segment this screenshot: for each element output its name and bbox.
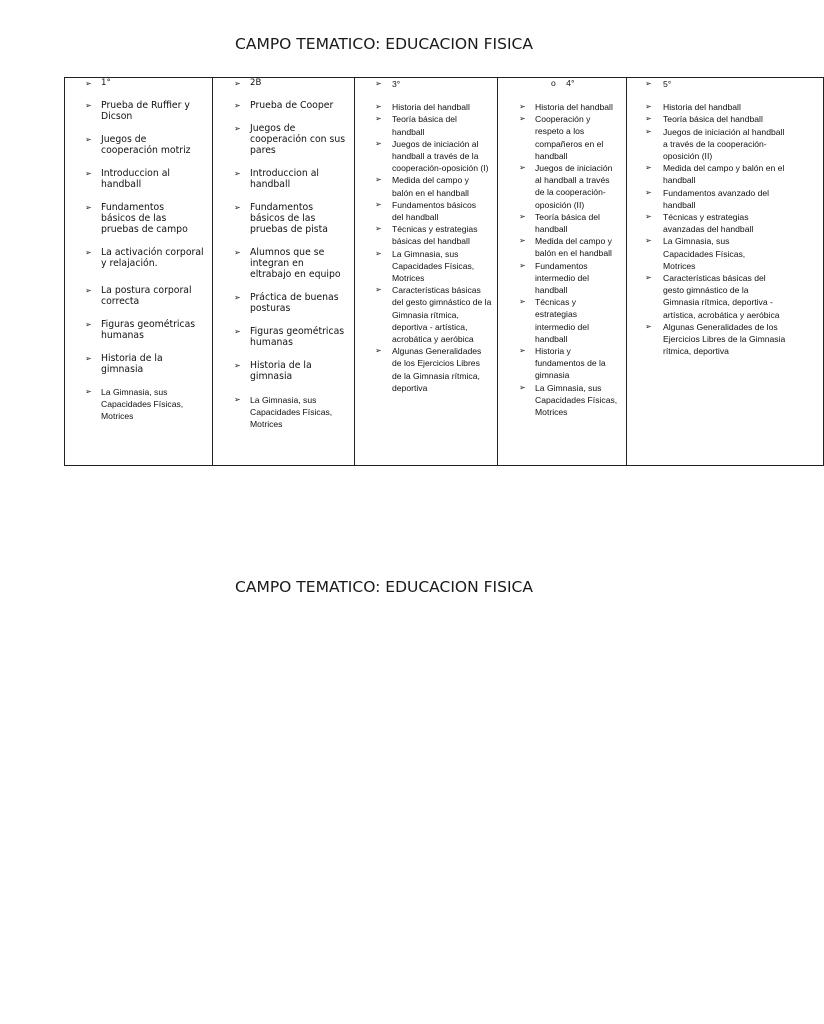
list-item: ➢ Introduccion al handball [85, 168, 171, 190]
bullet-arrow-icon: ➢ [234, 248, 241, 257]
list-item: ➢ Medida del campo y balón en el handball [375, 175, 469, 198]
bullet-arrow-icon: ➢ [519, 211, 526, 221]
list-item: ➢ Juegos de cooperación con sus pares [234, 123, 346, 156]
bullet-arrow-icon: ➢ [234, 79, 241, 88]
list-item: ➢ Medida del campo y balón en el handball [645, 163, 785, 186]
bullet-arrow-icon: ➢ [519, 297, 526, 307]
list-item: ➢ Juegos de iniciación al handball a través de la cooperación-oposición (I) [375, 138, 489, 174]
list-item: ➢ Algunas Generalidades de los Ejercicios Libres de la Gimnasia rítmica, deportiva [645, 321, 786, 357]
bullet-arrow-icon: ➢ [519, 260, 526, 270]
list-item: ➢ Fundamentos básicos del handball [375, 199, 477, 223]
list-item: ➢ Historia de la gimnasia [234, 360, 312, 382]
bullet-arrow-icon: ➢ [234, 169, 241, 178]
list-item: ➢ Algunas Generalidades de los Ejercicios Libres de la Gimnasia rítmica, deportiva [375, 346, 482, 393]
bullet-arrow-icon: ➢ [375, 248, 382, 258]
list-item: ➢ La Gimnasia, sus Capacidades Físicas, Motrices [85, 387, 184, 421]
list-item: ➢ Figuras geométricas humanas [234, 326, 345, 348]
bullet-arrow-icon: ➢ [375, 138, 382, 148]
bullet-arrow-icon: ➢ [234, 293, 241, 302]
list-item: ➢ Introduccion al handball [234, 168, 320, 190]
bullet-arrow-icon: ➢ [645, 212, 652, 222]
bullet-arrow-icon: ➢ [375, 114, 382, 124]
bullet-arrow-icon: ➢ [645, 321, 652, 331]
list-item: ➢ La Gimnasia, sus Capacidades Físicas, Motrices [234, 395, 333, 429]
bullet-arrow-icon: ➢ [85, 203, 92, 212]
column-2 [213, 77, 355, 466]
list-item: ➢ Técnicas y estrategias intermedio del handball [519, 297, 589, 344]
bullet-arrow-icon: ➢ [519, 102, 526, 111]
bullet-arrow-icon: ➢ [375, 346, 382, 356]
bullet-arrow-icon: ➢ [85, 79, 92, 88]
bullet-arrow-icon: ➢ [645, 187, 652, 197]
list-item: ➢ Características básicas del gesto gimnástico de la Gimnasia rítmica, deportiva - artística, acrobática y aeróbica [645, 273, 780, 320]
list-item: ➢ La Gimnasia, sus Capacidades Físicas, Motrices [375, 248, 475, 284]
list-item: ➢ Teoría básica del handball [375, 114, 457, 137]
list-item: ➢ Historia del handball [645, 102, 741, 113]
list-item: ➢ La Gimnasia, sus Capacidades Físicas, Motrices [519, 382, 618, 418]
list-item: ➢ Historia de la gimnasia [85, 353, 163, 375]
column-3-header: ➢ 3° [375, 79, 401, 89]
bullet-arrow-icon: ➢ [85, 320, 92, 329]
bullet-arrow-icon: ➢ [85, 354, 92, 363]
list-item: ➢ Historia del handball [519, 102, 613, 112]
bullet-arrow-icon: ➢ [234, 203, 241, 212]
curriculum-table [64, 77, 786, 466]
bullet-arrow-icon: ➢ [375, 285, 382, 295]
column-4 [498, 77, 627, 466]
bullet-arrow-icon: ➢ [85, 387, 92, 396]
circle-bullet-icon: o [551, 78, 556, 88]
list-item: ➢ La postura corporal correcta [85, 285, 192, 307]
bullet-arrow-icon: ➢ [234, 361, 241, 370]
list-item: ➢ Teoría básica del handball [645, 114, 763, 125]
bullet-arrow-icon: ➢ [519, 163, 526, 173]
list-item: ➢ Medida del campo y balón en el handball [519, 236, 612, 259]
list-item: ➢ Práctica de buenas posturas [234, 292, 339, 314]
bullet-arrow-icon: ➢ [645, 126, 652, 136]
list-item: ➢ Fundamentos avanzado del handball [645, 187, 770, 210]
column-5 [627, 77, 787, 466]
list-item: ➢ Juegos de iniciación al handball a través de la cooperación-oposición (II) [519, 163, 613, 210]
list-item: ➢ La Gimnasia, sus Capacidades Físicas, Motrices [645, 236, 746, 271]
list-item: ➢ Historia y fundamentos de la gimnasia [519, 346, 606, 381]
list-item: ➢ Teoría básica del handball [519, 211, 600, 235]
list-item: ➢ Historia del handball [375, 102, 470, 113]
page-title-second: CAMPO TEMATICO: EDUCACION FISICA [235, 578, 533, 596]
bullet-arrow-icon: ➢ [85, 248, 92, 257]
bullet-arrow-icon: ➢ [85, 135, 92, 144]
bullet-arrow-icon: ➢ [234, 327, 241, 336]
column-4-header: o 4° [551, 78, 575, 88]
bullet-arrow-icon: ➢ [85, 286, 92, 295]
bullet-arrow-icon: ➢ [375, 175, 382, 185]
bullet-arrow-icon: ➢ [645, 163, 652, 173]
bullet-arrow-icon: ➢ [375, 199, 382, 209]
list-item: ➢ Cooperación y respeto a los compañeros en el handball [519, 114, 604, 161]
column-2-header: ➢ 2B [234, 78, 262, 88]
list-item: ➢ Juegos de iniciación al handball a través de la cooperación-oposición (II) [645, 126, 785, 162]
list-item: ➢ Técnicas y estrategias avanzadas del handball [645, 212, 754, 235]
column-3 [355, 77, 498, 466]
bullet-arrow-icon: ➢ [375, 102, 382, 112]
bullet-arrow-icon: ➢ [645, 236, 652, 246]
bullet-arrow-icon: ➢ [234, 124, 241, 133]
bullet-arrow-icon: ➢ [375, 79, 382, 88]
bullet-arrow-icon: ➢ [519, 114, 526, 124]
bullet-arrow-icon: ➢ [234, 101, 241, 110]
bullet-arrow-icon: ➢ [85, 169, 92, 178]
bullet-arrow-icon: ➢ [519, 236, 526, 246]
list-item: ➢ Alumnos que se integran en eltrabajo en equipo [234, 247, 341, 280]
bullet-arrow-icon: ➢ [645, 273, 652, 283]
list-item: ➢ Fundamentos básicos de las pruebas de pista [234, 202, 328, 235]
list-item: ➢ Fundamentos básicos de las pruebas de campo [85, 202, 188, 235]
bullet-arrow-icon: ➢ [645, 79, 652, 88]
column-5-header: ➢ 5° [645, 79, 672, 89]
column-1 [64, 77, 213, 466]
bullet-arrow-icon: ➢ [234, 395, 241, 404]
list-item: ➢ Características básicas del gesto gimnástico de la Gimnasia rítmica, deportiva - artística, acrobática y aeróbica [375, 285, 492, 345]
bullet-arrow-icon: ➢ [519, 346, 526, 356]
list-item: ➢ Fundamentos intermedio del handball [519, 260, 589, 296]
bullet-arrow-icon: ➢ [375, 224, 382, 234]
list-item: ➢ La activación corporal y relajación. [85, 247, 204, 269]
bullet-arrow-icon: ➢ [645, 102, 652, 112]
column-1-header: ➢ 1° [85, 78, 111, 88]
list-item: ➢ Prueba de Ruffier y Dicson [85, 100, 190, 122]
bullet-arrow-icon: ➢ [519, 382, 526, 392]
page-title: CAMPO TEMATICO: EDUCACION FISICA [235, 35, 533, 53]
list-item: ➢ Prueba de Cooper [234, 100, 334, 111]
bullet-arrow-icon: ➢ [85, 101, 92, 110]
list-item: ➢ Técnicas y estrategias básicas del handball [375, 224, 478, 247]
list-item: ➢ Figuras geométricas humanas [85, 319, 196, 341]
bullet-arrow-icon: ➢ [645, 114, 652, 124]
list-item: ➢ Juegos de cooperación motriz [85, 134, 191, 156]
